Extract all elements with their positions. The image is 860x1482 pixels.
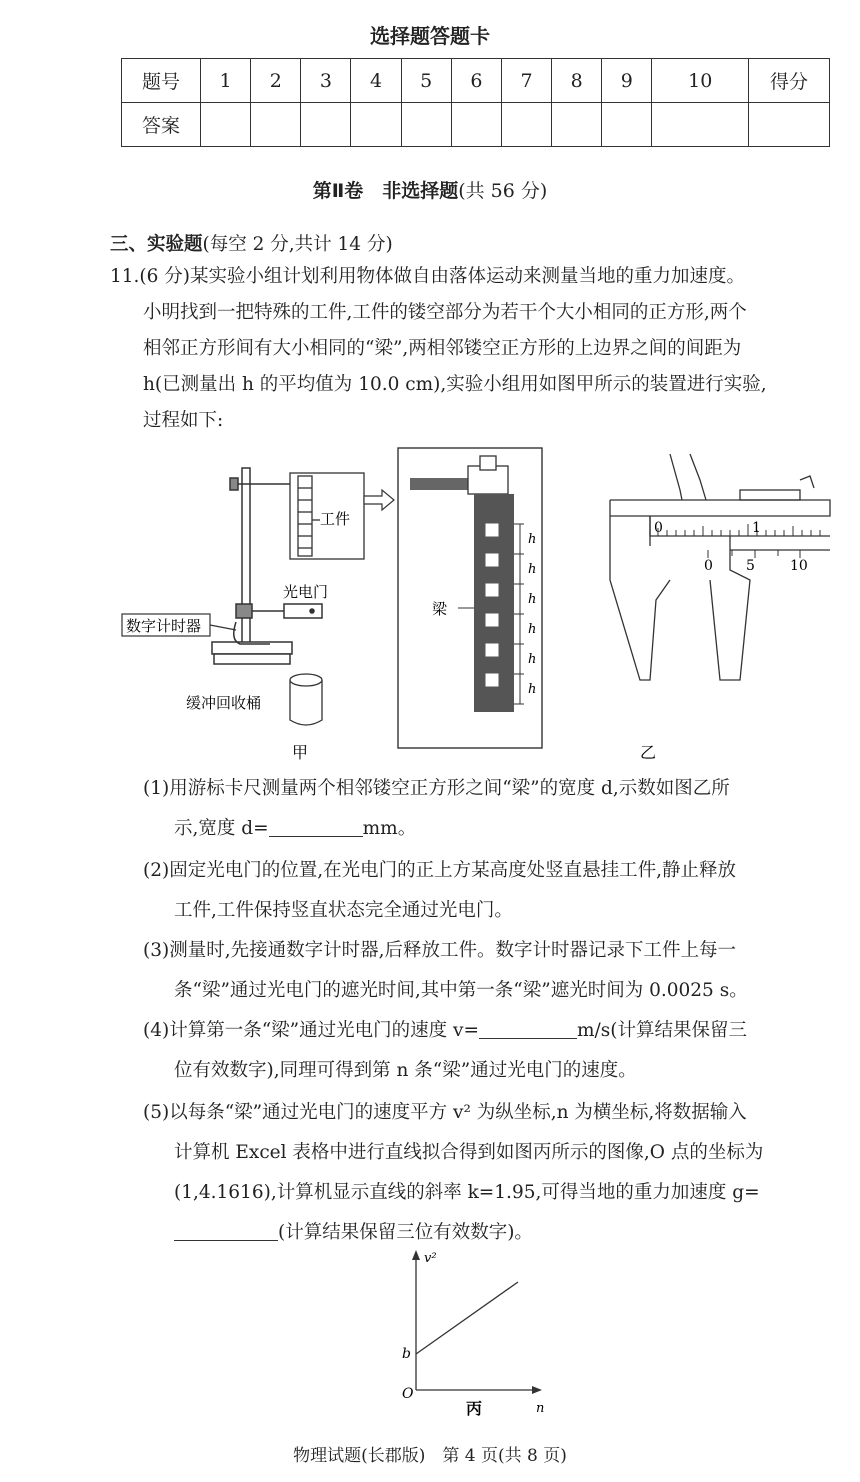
answer-card-header-row	[122, 59, 830, 103]
p2-line: 工件,工件保持竖直状态完全通过光电门。	[174, 900, 513, 921]
section-3-heading: 三、实验题(每空 2 分,共计 14 分)	[110, 234, 393, 255]
caliper-vernier-0: 0	[704, 558, 713, 574]
caliper-vernier-5: 5	[746, 558, 755, 574]
caliper-scale	[658, 524, 820, 558]
header-cell: 1	[201, 59, 251, 103]
q11-line: h(已测量出 h 的平均值为 10.0 cm),实验小组用如图甲所示的装置进行实验,	[143, 374, 767, 395]
p1-line: (1)用游标卡尺测量两个相邻镂空正方形之间“梁”的宽度 d,示数如图乙所	[143, 778, 730, 799]
answer-cell[interactable]	[351, 103, 401, 147]
header-cell: 6	[451, 59, 501, 103]
answer-cell[interactable]	[401, 103, 451, 147]
caption-yi: 乙	[640, 743, 657, 762]
origin-label: O	[402, 1386, 414, 1402]
header-cell: 10	[652, 59, 749, 103]
p1-line: 示,宽度 d= mm。	[174, 818, 417, 839]
answer-card-table	[121, 58, 830, 147]
answer-cell[interactable]	[602, 103, 652, 147]
q11-line: 小明找到一把特殊的工件,工件的镂空部分为若干个大小相同的正方形,两个	[143, 302, 747, 323]
header-cell: 7	[501, 59, 551, 103]
caliper-vernier-10: 10	[790, 558, 808, 574]
caption-jia: 甲	[292, 743, 309, 762]
label-liang: 梁	[432, 600, 448, 618]
q11-line: 相邻正方形间有大小相同的“梁”,两相邻镂空正方形的上边界之间的间距为	[143, 338, 742, 359]
intercept-label: b	[402, 1346, 411, 1362]
svg-text:h: h	[528, 592, 537, 607]
answer-cell[interactable]	[201, 103, 251, 147]
svg-text:h: h	[528, 562, 537, 577]
label-guangdianmen: 光电门	[283, 583, 329, 601]
p2-line: (2)固定光电门的位置,在光电门的正上方某高度处竖直悬挂工件,静止释放	[143, 860, 736, 881]
header-cell: 4	[351, 59, 401, 103]
x-label: n	[536, 1401, 545, 1416]
caliper-main-1: 1	[752, 520, 761, 536]
answer-card-title: 选择题答题卡	[370, 24, 490, 48]
figure-apparatus	[110, 440, 840, 770]
arrow-icon	[364, 490, 394, 510]
header-cell: 8	[552, 59, 602, 103]
buffer-bucket	[290, 674, 322, 725]
q11-line: 过程如下:	[143, 410, 224, 431]
p5-line: 计算机 Excel 表格中进行直线拟合得到如图丙所示的图像,O 点的坐标为	[174, 1142, 764, 1163]
header-cell: 3	[301, 59, 351, 103]
answer-cell[interactable]	[652, 103, 749, 147]
p3-line: 条“梁”通过光电门的遮光时间,其中第一条“梁”遮光时间为 0.0025 s。	[174, 980, 748, 1001]
p5-line: (计算结果保留三位有效数字)。	[174, 1218, 533, 1244]
page-footer: 物理试题(长郡版) 第 4 页(共 8 页)	[293, 1446, 567, 1466]
svg-text:h: h	[528, 622, 537, 637]
header-cell: 9	[602, 59, 652, 103]
answer-cell[interactable]	[501, 103, 551, 147]
label-tong: 缓冲回收桶	[186, 694, 262, 712]
x-axis-arrow-icon	[532, 1386, 542, 1394]
p4-line: (4)计算第一条“梁”通过光电门的速度 v= m/s(计算结果保留三	[143, 1020, 747, 1041]
answer-cell[interactable]	[251, 103, 301, 147]
fit-line	[416, 1282, 518, 1354]
answer-blank-v[interactable]	[479, 1020, 577, 1039]
p4-line: 位有效数字),同理可得到第 n 条“梁”通过光电门的速度。	[174, 1060, 637, 1081]
score-cell[interactable]	[749, 103, 830, 147]
header-cell: 题号	[122, 59, 201, 103]
p3-line: (3)测量时,先接通数字计时器,后释放工件。数字计时器记录下工件上每一	[143, 940, 736, 961]
answer-cell[interactable]	[552, 103, 602, 147]
p5-line: (5)以每条“梁”通过光电门的速度平方 v² 为纵坐标,n 为横坐标,将数据输入	[143, 1102, 747, 1123]
y-axis-arrow-icon	[412, 1250, 420, 1260]
header-cell: 得分	[749, 59, 830, 103]
caliper-main-0: 0	[654, 520, 663, 536]
header-cell: 5	[401, 59, 451, 103]
graph-bing	[390, 1248, 560, 1428]
workpiece-detail	[398, 448, 542, 748]
header-cell: 2	[251, 59, 301, 103]
q11-line: 11.(6 分)某实验小组计划利用物体做自由落体运动来测量当地的重力加速度。	[110, 266, 746, 287]
svg-text:h: h	[528, 682, 537, 697]
svg-text:h: h	[528, 652, 537, 667]
answer-cell[interactable]	[451, 103, 501, 147]
answer-label: 答案	[122, 103, 201, 147]
section-2-heading: 第Ⅱ卷 非选择题(共 56 分)	[312, 180, 548, 202]
p5-line: (1,4.1616),计算机显示直线的斜率 k=1.95,可得当地的重力加速度 g=	[174, 1182, 760, 1203]
answer-card-answer-row	[122, 103, 830, 147]
answer-blank-d[interactable]	[269, 818, 363, 837]
y-label: v²	[424, 1251, 437, 1266]
answer-blank-g[interactable]	[174, 1222, 278, 1241]
label-jishiqi: 数字计时器	[126, 617, 202, 635]
svg-text:h: h	[528, 532, 537, 547]
label-gongjian: 工件	[320, 510, 351, 528]
answer-cell[interactable]	[301, 103, 351, 147]
caption-bing: 丙	[466, 1399, 483, 1418]
